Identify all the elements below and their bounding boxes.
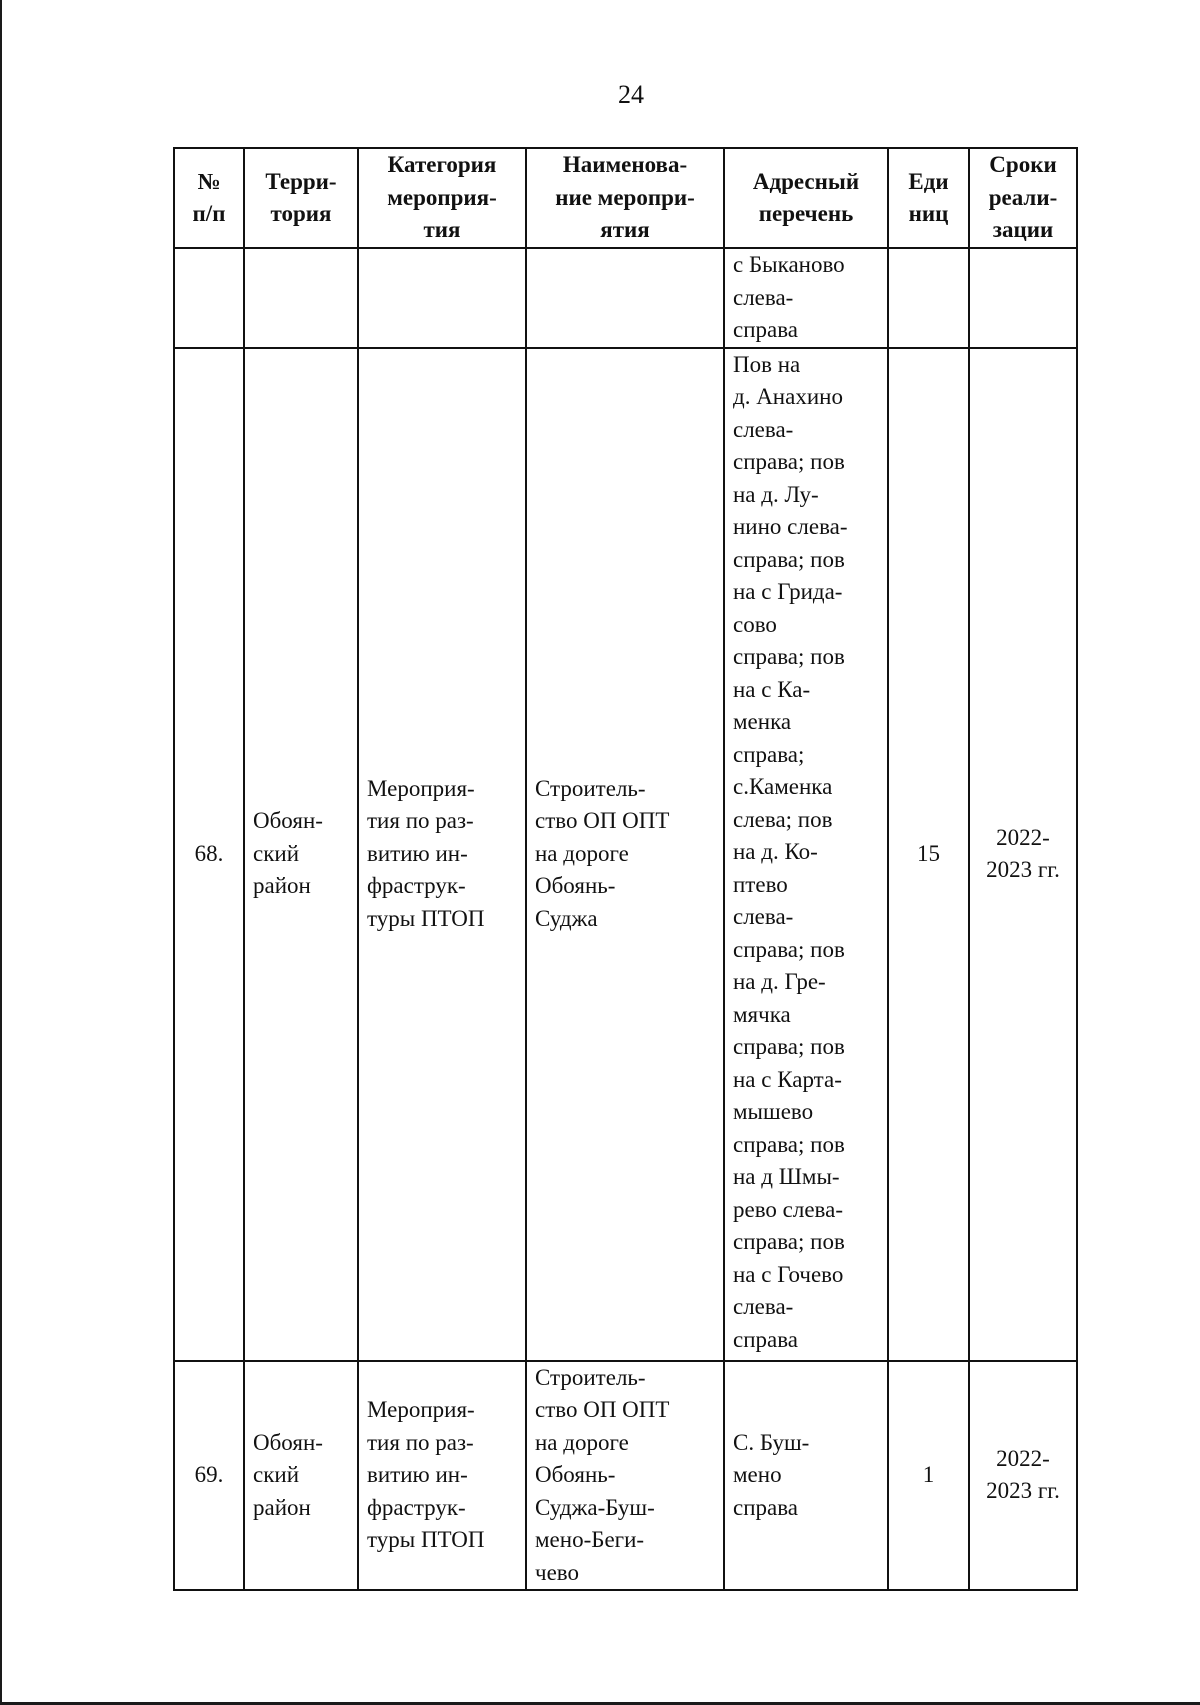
- cell-name: Строитель- ство ОП ОПТ на дороге Обоянь- Суджа-Буш- мено-Беги- чево: [526, 1361, 724, 1591]
- page-number: 24: [618, 80, 644, 109]
- table-header-row: [174, 148, 1077, 248]
- cell-territory: [244, 248, 358, 348]
- cell-category: [358, 248, 526, 348]
- cell-category: Мероприя- тия по раз- витию ин- фраструк- туры ПТОП: [358, 1361, 526, 1591]
- header-address: Адресный перечень: [724, 148, 888, 248]
- table-row-continuation: [174, 248, 1077, 348]
- table-row: [174, 348, 1077, 1361]
- cell-category: Мероприя- тия по раз- витию ин- фраструк- туры ПТОП: [358, 348, 526, 1361]
- cell-units: 15: [888, 348, 969, 1361]
- cell-units: [888, 248, 969, 348]
- cell-territory: Обоян- ский район: [244, 348, 358, 1361]
- cell-territory: Обоян- ский район: [244, 1361, 358, 1591]
- cell-address: С. Буш- мено справа: [724, 1361, 888, 1591]
- cell-num: 69.: [174, 1361, 244, 1591]
- measures-table: [173, 147, 1078, 1591]
- header-num: № п/п: [174, 148, 244, 248]
- cell-units: 1: [888, 1361, 969, 1591]
- cell-period: [969, 248, 1077, 348]
- cell-name: [526, 248, 724, 348]
- cell-num: [174, 248, 244, 348]
- header-category: Категория мероприя- тия: [358, 148, 526, 248]
- cell-address: Пов на д. Анахино слева- справа; пов на д. Лу- нино слева- справа; пов на с Грида- сово справа; пов на с Ка- менка справа; с.Каменка слева; пов на д. Ко- птево слева- справа; пов на д. Гре- мячка справа; пов на с Карта- мышево справа; пов на д Шмы- рево слева- справа; пов на с Гочево слева- справа: [724, 348, 888, 1361]
- header-units: Еди ниц: [888, 148, 969, 248]
- cell-name: Строитель- ство ОП ОПТ на дороге Обоянь- Суджа: [526, 348, 724, 1361]
- cell-period: 2022- 2023 гг.: [969, 348, 1077, 1361]
- header-name: Наименова- ние меропри- ятия: [526, 148, 724, 248]
- page-left-edge: [0, 0, 2, 1705]
- header-period: Сроки реали- зации: [969, 148, 1077, 248]
- header-territory: Терри- тория: [244, 148, 358, 248]
- table-row: [174, 1361, 1077, 1591]
- cell-num: 68.: [174, 348, 244, 1361]
- cell-address: с Быканово слева- справа: [724, 248, 888, 348]
- cell-period: 2022- 2023 гг.: [969, 1361, 1077, 1591]
